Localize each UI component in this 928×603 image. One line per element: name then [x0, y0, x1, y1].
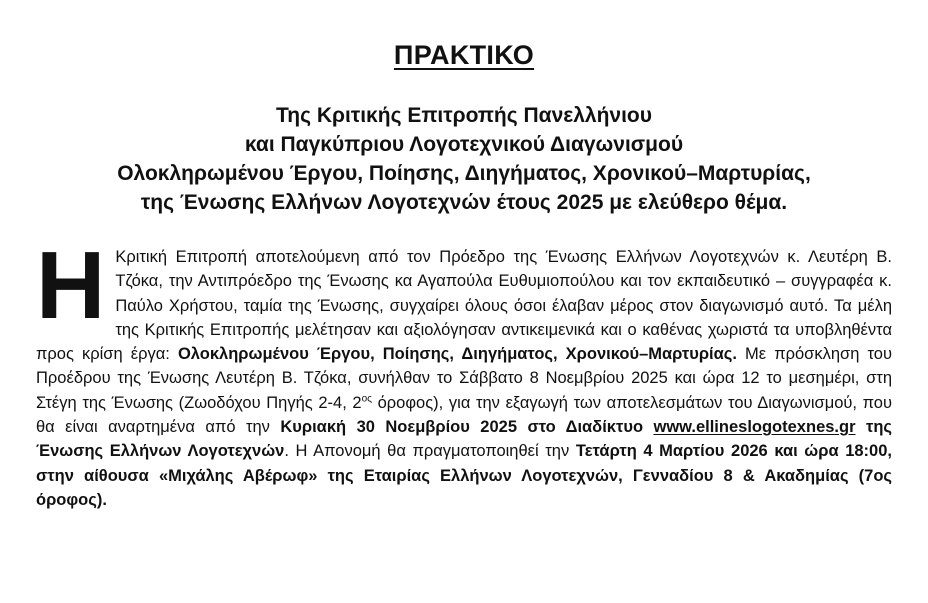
body-paragraph: [36, 232, 892, 512]
results-date-bold: Κυριακή 30 Νοεμβρίου 2025 στο Διαδίκτυο: [280, 418, 654, 437]
ceremony-details-bold: Τετάρτη 4 Μαρτίου 2026 και ώρα 18:00, στην αίθουσα «Μιχάλης Αβέρωφ» της Εταιρίας Ελλήνων Λογοτεχνών, Γενναδίου 8 & Ακαδημίας (7ος όροφος).: [36, 442, 892, 509]
document-subtitle: [36, 101, 892, 217]
union-name-bold: της Ένωσης Ελλήνων Λογοτεχνών: [36, 418, 892, 461]
floor-superscript: ος: [361, 393, 372, 405]
document-title: ΠΡΑΚΤΙΚΟ: [393, 40, 535, 70]
website-link[interactable]: www.ellineslogotexnes.gr: [653, 418, 856, 437]
categories-bold: Ολοκληρωμένου Έργου, Ποίησης, Διηγήματος, Χρονικού–Μαρτυρίας.: [177, 345, 737, 364]
drop-cap: Η: [36, 232, 106, 339]
subtitle-line: Ολοκληρωμένου Έργου, Ποίησης, Διηγήματος, Χρονικού–Μαρτυρίας,: [117, 162, 811, 185]
subtitle-line: της Ένωσης Ελλήνων Λογοτεχνών έτους 2025 με ελεύθερο θέμα.: [140, 191, 788, 214]
text-run: όροφος), για την εξαγωγή των αποτελεσμάτων του Διαγωνισμού, που θα είναι αναρτημένα από την: [36, 393, 892, 437]
subtitle-line: και Παγκύπριου Λογοτεχνικού Διαγωνισμού: [244, 133, 684, 156]
subtitle-line: Της Κριτικής Επιτροπής Πανελλήνιου: [275, 104, 652, 127]
text-run: Με πρόσκληση του Προέδρου της Ένωσης Λευτέρη Β. Τζόκα, συνήλθαν το Σάββατο 8 Νοεμβρίου 2025 και ώρα 12 το μεσημέρι, στη Στέγη της Ένωσης (Ζωοδόχου Πηγής 2-4, 2: [36, 345, 892, 412]
text-run: Κριτική Επιτροπή αποτελούμενη από τον Πρόεδρο της Ένωσης Ελλήνων Λογοτεχνών κ. Λευτέρη Β. Τζόκα, την Αντιπρόεδρο της Ένωσης κα Αγαπούλα Ευθυμιοπούλου και τον εκπαιδευτικό – συγγραφέα κ. Παύλο Χρήστου, ταμία της Ένωσης, συγχαίρει όλους όσοι έλαβαν μέρος στον διαγωνισμό αυτό. Τα μέλη της Κριτικής Επιτροπής μελέτησαν και αξιολόγησαν αντικειμενικά και ο καθένας χωριστά τα υποβληθέντα προς κρίση έργα:: [36, 248, 892, 364]
text-run: . Η Απονομή θα πραγματοποιηθεί την: [284, 442, 576, 461]
